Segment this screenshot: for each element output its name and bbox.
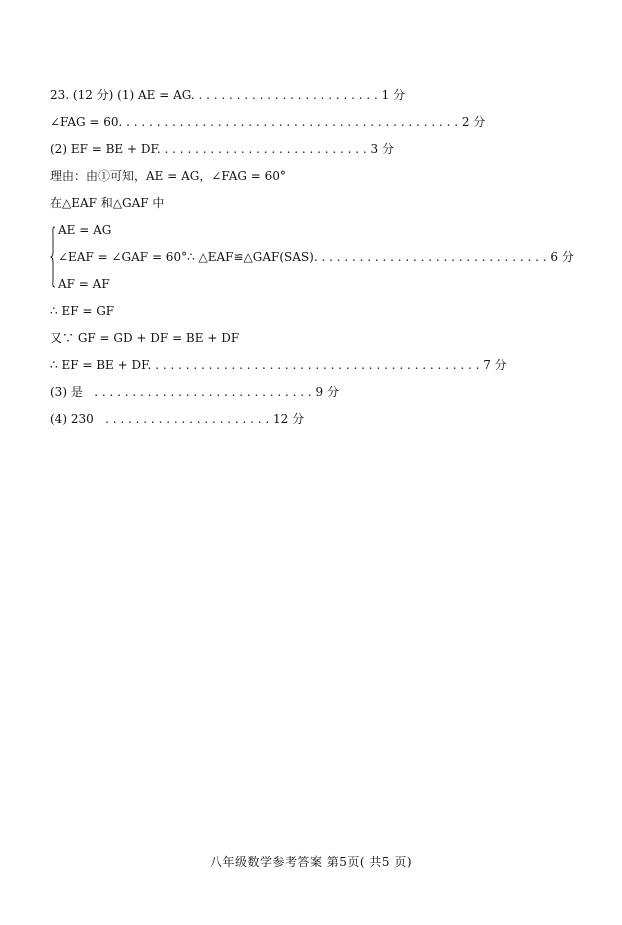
- conclusion-ef-gf: ∴ EF = GF: [50, 304, 115, 318]
- answer-line-23-2: (2) EF = BE + DF. . . . . . . . . . . . . . . . . . . . . . . . . . . . 3 分: [50, 142, 394, 156]
- answer-line-23-1: 23. (12 分) (1) AE = AG. . . . . . . . . . . . . . . . . . . . . . . . . 1 分: [50, 88, 406, 102]
- triangle-intro-line: 在△EAF 和△GAF 中: [50, 196, 165, 210]
- reason-line: 理由：由①可知，AE = AG，∠FAG = 60°: [50, 169, 286, 183]
- answer-line-23-4: (4) 230 . . . . . . . . . . . . . . . . . . . . . . 12 分: [50, 412, 305, 426]
- conclusion-ef: ∴ EF = BE + DF. . . . . . . . . . . . . . . . . . . . . . . . . . . . . . . . . . . . . . . . . . . . 7 分: [50, 358, 507, 372]
- statement-gf: 又∵ GF = GD + DF = BE + DF: [50, 331, 240, 345]
- condition-af-af: AF = AF: [58, 277, 110, 291]
- page-footer: 八年级数学参考答案 第5页( 共5 页): [209, 855, 413, 869]
- system-brace: [50, 226, 56, 288]
- answer-line-angle-fag: ∠FAG = 60. . . . . . . . . . . . . . . . . . . . . . . . . . . . . . . . . . . . . . . . . . . . . 2 分: [50, 115, 486, 129]
- condition-ae-ag: AE = AG: [58, 223, 112, 237]
- condition-angle-congruence: ∠EAF = ∠GAF = 60°∴ △EAF≌△GAF(SAS). . . . . . . . . . . . . . . . . . . . . . . . . . . . . . . 6 分: [58, 250, 574, 264]
- answer-line-23-3: (3) 是 . . . . . . . . . . . . . . . . . . . . . . . . . . . . . 9 分: [50, 385, 339, 399]
